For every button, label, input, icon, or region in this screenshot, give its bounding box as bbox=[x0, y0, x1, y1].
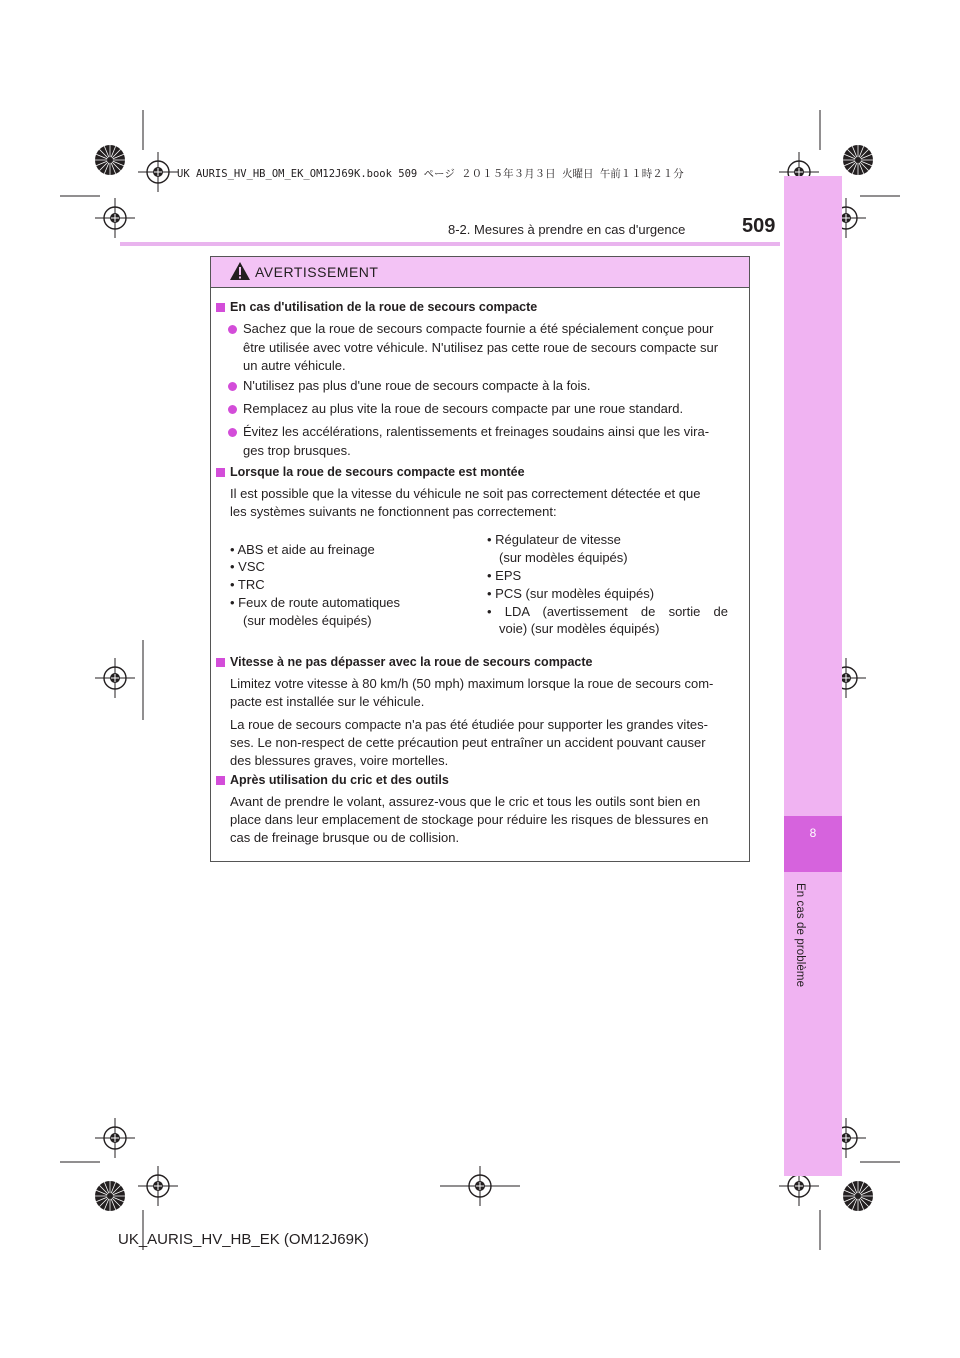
list-item: • LDA (avertissement de sortie de bbox=[487, 604, 728, 619]
section-square-icon bbox=[216, 776, 225, 785]
body-line: Avant de prendre le volant, assurez-vous que le cric et tous les outils sont bien en bbox=[230, 794, 701, 809]
body-line: un autre véhicule. bbox=[243, 358, 346, 373]
chapter-tab bbox=[784, 816, 842, 872]
section-square-icon bbox=[216, 303, 225, 312]
body-line: N'utilisez pas plus d'une roue de secours compacte à la fois. bbox=[243, 378, 591, 393]
section-heading: En cas d'utilisation de la roue de secours compacte bbox=[230, 300, 538, 314]
section-heading: Après utilisation du cric et des outils bbox=[230, 773, 449, 787]
body-line: cas de freinage brusque ou de collision. bbox=[230, 830, 460, 845]
section-square-icon bbox=[216, 658, 225, 667]
bullet-dot-icon bbox=[228, 405, 237, 414]
body-line: pacte est installée sur le véhicule. bbox=[230, 694, 425, 709]
body-line: Il est possible que la vitesse du véhicule ne soit pas correctement détectée et que bbox=[230, 486, 701, 501]
footer-doc-code: UK_AURIS_HV_HB_EK (OM12J69K) bbox=[118, 1231, 369, 1248]
list-item: • Régulateur de vitesse bbox=[487, 532, 621, 547]
warning-header bbox=[211, 257, 749, 288]
body-line: Limitez votre vitesse à 80 km/h (50 mph) maximum lorsque la roue de secours com- bbox=[230, 676, 714, 691]
chapter-number: 8 bbox=[809, 826, 817, 840]
list-item: • TRC bbox=[230, 577, 265, 592]
warning-triangle-icon bbox=[229, 261, 251, 281]
list-item: voie) (sur modèles équipés) bbox=[499, 621, 660, 636]
body-line: être utilisée avec votre véhicule. N'utilisez pas cette roue de secours compacte sur bbox=[243, 340, 719, 355]
body-line: place dans leur emplacement de stockage pour réduire les risques de blessures en bbox=[230, 812, 709, 827]
warning-title: AVERTISSEMENT bbox=[255, 264, 379, 280]
bullet-dot-icon bbox=[228, 325, 237, 334]
body-line: La roue de secours compacte n'a pas été étudiée pour supporter les grandes vites- bbox=[230, 717, 708, 732]
list-item: (sur modèles équipés) bbox=[243, 613, 372, 628]
list-item: • PCS (sur modèles équipés) bbox=[487, 586, 655, 601]
chapter-label: En cas de problème bbox=[794, 883, 806, 988]
header-rule bbox=[120, 242, 780, 246]
page-number: 509 bbox=[742, 215, 776, 237]
body-line: Remplacez au plus vite la roue de secours compacte par une roue standard. bbox=[243, 401, 684, 416]
list-item: • ABS et aide au freinage bbox=[230, 542, 375, 557]
bullet-dot-icon bbox=[228, 428, 237, 437]
section-heading: Vitesse à ne pas dépasser avec la roue de secours compacte bbox=[230, 655, 593, 669]
bullet-dot-icon bbox=[228, 382, 237, 391]
body-line: les systèmes suivants ne fonctionnent pas correctement: bbox=[230, 504, 557, 519]
side-tab-band bbox=[784, 176, 842, 1176]
list-item: • VSC bbox=[230, 559, 265, 574]
body-line: ses. Le non-respect de cette précaution peut entraîner un accident pouvant causer bbox=[230, 735, 706, 750]
section-heading: Lorsque la roue de secours compacte est montée bbox=[230, 465, 525, 479]
list-item: • EPS bbox=[487, 568, 522, 583]
print-header: UK AURIS_HV_HB_OM_EK_OM12J69K.book 509 ページ ２０１５年３月３日 火曜日 午前１１時２１分 bbox=[177, 168, 684, 180]
list-item: (sur modèles équipés) bbox=[499, 550, 628, 565]
section-square-icon bbox=[216, 468, 225, 477]
list-item: • Feux de route automatiques bbox=[230, 595, 401, 610]
body-line: Évitez les accélérations, ralentissements et freinages soudains ainsi que les vira- bbox=[243, 424, 710, 439]
body-line: Sachez que la roue de secours compacte fournie a été spécialement conçue pour bbox=[243, 321, 714, 336]
body-line: ges trop brusques. bbox=[243, 443, 351, 458]
section-title: 8-2. Mesures à prendre en cas d'urgence bbox=[448, 222, 686, 237]
body-line: des blessures graves, voire mortelles. bbox=[230, 753, 449, 768]
